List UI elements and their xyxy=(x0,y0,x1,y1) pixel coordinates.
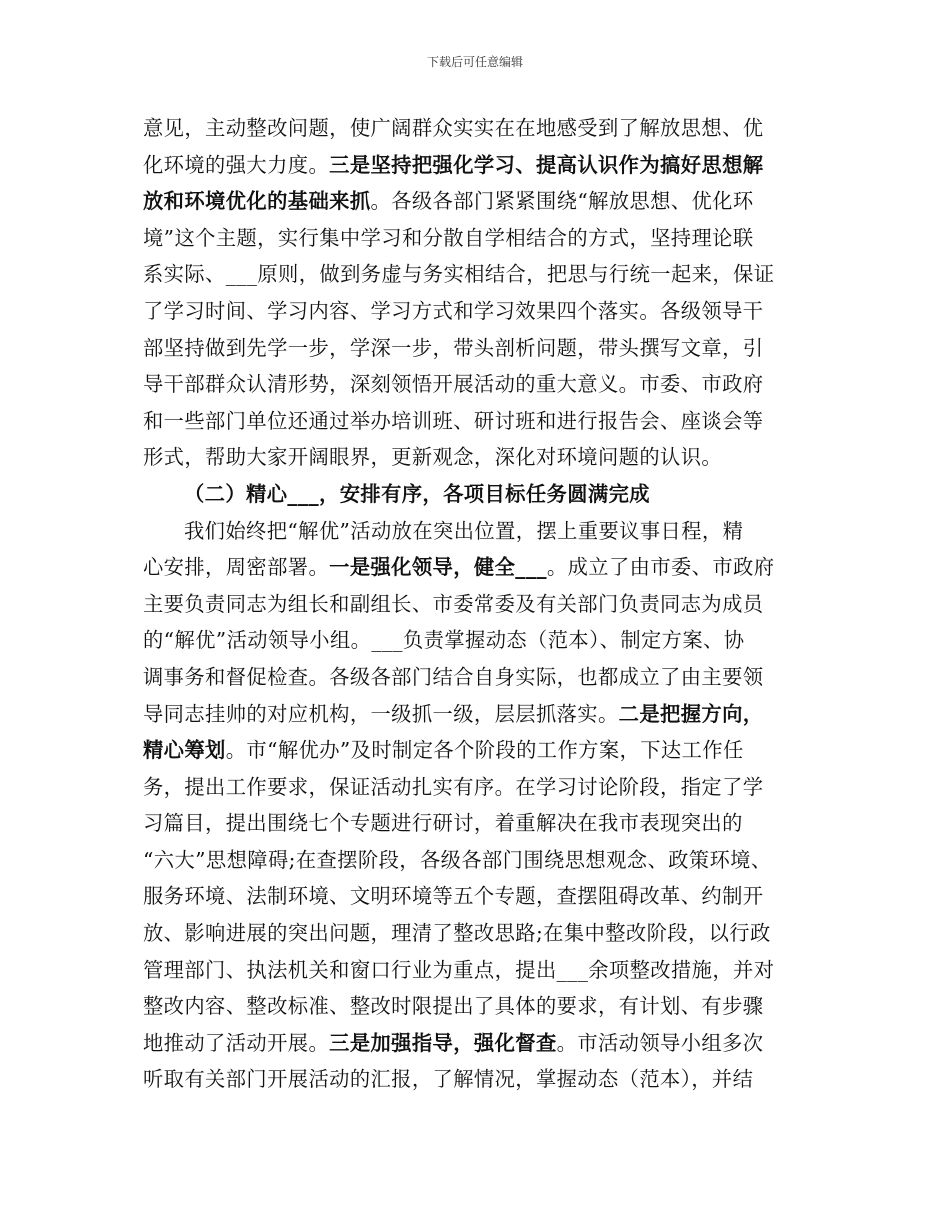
text-segment: 管理部门、执法机关和窗口行业为重点，提出___余项整改措施，并对 xyxy=(143,957,775,982)
text-segment: 习篇目，提出围绕七个专题进行研讨，着重解决在我市表现突出的 xyxy=(143,811,743,836)
text-segment: 系实际、___原则，做到务虚与务实相结合，把思与行统一起来，保证 xyxy=(143,262,775,287)
text-segment: 我们始终把“解优”活动放在突出位置，摆上重要议事日程，精 xyxy=(184,518,744,543)
text-segment: 整改内容、整改标准、整改时限提出了具体的要求，有计划、有步骤 xyxy=(143,994,764,1019)
bold-text-segment: 放和环境优化的基础来抓 xyxy=(143,189,371,214)
text-line xyxy=(143,110,823,147)
text-segment: 。市“解优办”及时制定各个阶段的工作方案，下达工作任 xyxy=(225,738,744,763)
text-line xyxy=(143,878,823,915)
text-line xyxy=(143,403,823,440)
text-line xyxy=(143,513,823,550)
text-segment: 地推动了活动开展。 xyxy=(143,1030,330,1055)
text-line xyxy=(143,769,823,806)
text-line xyxy=(143,805,823,842)
text-segment: 。市活动领导小组多次 xyxy=(556,1030,764,1055)
bold-text-segment: 二是把握方向， xyxy=(618,701,764,726)
text-line xyxy=(143,476,823,513)
text-segment: 务，提出工作要求，保证活动扎实有序。在学习讨论阶段，指定了学 xyxy=(143,774,764,799)
text-segment: 。成立了由市委、市政府 xyxy=(546,555,775,580)
text-line xyxy=(143,659,823,696)
text-line xyxy=(143,842,823,879)
text-segment: 服务环境、法制环境、文明环境等五个专题，查摆阻碍改革、约制开 xyxy=(143,884,764,909)
text-line xyxy=(143,988,823,1025)
text-segment: 心安排，周密部署。 xyxy=(143,555,330,580)
text-segment: 。各级各部门紧紧围绕“解放思想、优化环 xyxy=(370,189,754,214)
text-line xyxy=(143,1025,823,1062)
text-segment: 和一些部门单位还通过举办培训班、研讨班和进行报告会、座谈会等 xyxy=(143,408,764,433)
text-segment: 放、影响进展的突出问题，理清了整改思路;在集中整改阶段，以行政 xyxy=(143,921,771,946)
text-segment: 了学习时间、学习内容、学习方式和学习效果四个落实。各级领导干 xyxy=(143,298,764,323)
text-line xyxy=(143,732,823,769)
text-segment: 调事务和督促检查。各级各部门结合自身实际，也都成立了由主要领 xyxy=(143,664,764,689)
text-segment: 部坚持做到先学一步，学深一步，带头剖析问题，带头撰写文章，引 xyxy=(143,335,764,360)
text-segment: “六大”思想障碍;在查摆阶段，各级各部门围绕思想观念、政策环境、 xyxy=(143,847,772,872)
text-segment: 导同志挂帅的对应机构，一级抓一级，层层抓落实。 xyxy=(143,701,619,726)
text-line xyxy=(143,256,823,293)
text-line xyxy=(143,952,823,989)
bold-text-segment: 一是强化领导，健全___ xyxy=(329,555,547,580)
text-segment: 化环境的强大力度。 xyxy=(143,152,330,177)
text-line xyxy=(143,622,823,659)
text-line xyxy=(143,183,823,220)
text-line xyxy=(143,586,823,623)
page-header-note: 下载后可任意编辑 xyxy=(426,55,523,69)
text-line xyxy=(143,915,823,952)
text-segment: 导干部群众认清形势，深刻领悟开展活动的重大意义。市委、市政府 xyxy=(143,372,764,397)
document-body xyxy=(143,110,823,1098)
text-line xyxy=(143,1061,823,1098)
text-segment: 形式，帮助大家开阔眼界，更新观念，深化对环境问题的认识。 xyxy=(143,445,723,470)
bold-text-segment: 三是坚持把强化学习、提高认识作为搞好思想解 xyxy=(329,152,764,177)
text-line xyxy=(143,147,823,184)
text-line xyxy=(143,220,823,257)
text-segment: 听取有关部门开展活动的汇报，了解情况，掌握动态（范本），并结 xyxy=(143,1067,754,1092)
text-line xyxy=(143,439,823,476)
text-segment: 境”这个主题，实行集中学习和分散自学相结合的方式，坚持理论联 xyxy=(143,225,754,250)
bold-text-segment: （二）精心___，安排有序，各项目标任务圆满完成 xyxy=(184,481,650,506)
text-line xyxy=(143,293,823,330)
text-segment: 的“解优”活动领导小组。___负责掌握动态（范本）、制定方案、协 xyxy=(143,628,745,653)
bold-text-segment: 三是加强指导，强化督查 xyxy=(329,1030,557,1055)
text-line xyxy=(143,366,823,403)
text-segment: 意见，主动整改问题，使广阔群众实实在在地感受到了解放思想、优 xyxy=(143,116,764,140)
bold-text-segment: 精心筹划 xyxy=(143,738,226,763)
text-line xyxy=(143,330,823,367)
text-line xyxy=(143,696,823,733)
text-segment: 主要负责同志为组长和副组长、市委常委及有关部门负责同志为成员 xyxy=(143,591,764,616)
text-line xyxy=(143,549,823,586)
